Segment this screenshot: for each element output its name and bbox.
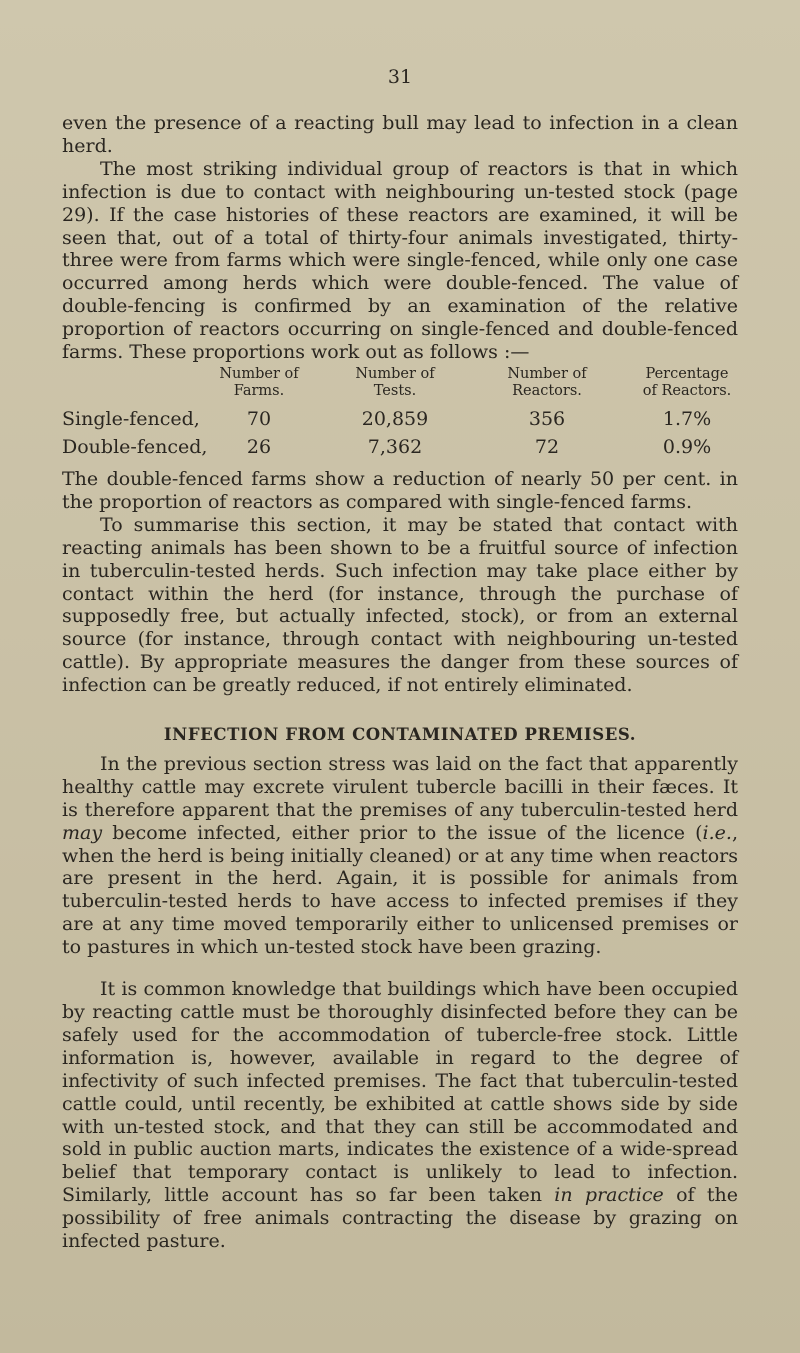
cell-single-farms: 70 (246, 407, 272, 430)
body-text (62, 112, 738, 1253)
paragraph-continuation: even the presence of a reacting bull may lead to infection in a clean herd. (62, 112, 738, 157)
fencing-proportions-table (62, 364, 738, 468)
column-header-percentage: Percentage of Reactors. (642, 365, 732, 399)
column-header-reactors: Number of Reactors. (507, 365, 587, 399)
cell-double-farms: 26 (246, 435, 272, 458)
column-header-tests: Number of Tests. (355, 365, 435, 399)
cell-single-percentage: 1.7% (662, 407, 712, 430)
paragraph-previous-section: In the previous section stress was laid on the fact that apparently healthy cattle may excrete virulent tubercle bacilli in their fæces. It is therefore apparent that the premises of any tuberculin-tested herd may become infected, either prior to the issue of the licence (i.e., when the herd is being initially cleaned) or at any time when reactors are present in the herd. Again, it is possible for animals from tuberculin-tested herds to have access to infected premises if they are at any time moved temporarily either to unlicensed premises or to pastures in which un-tested stock have been grazing. (62, 752, 738, 959)
paragraph-neighbouring-contact: The most striking individual group of reactors is that in which infection is due to contact with neighbouring un-tested stock (page 29). If the case histories of these reactors are examined, it will be seen that, out of a total of thirty-four animals investigated, thirty-three were from farms which were single-fenced, while only one case occurred among herds which were double-fenced. The value of double-fencing is confirmed by an examination of the relative proportion of reactors occurring on single-fenced and double-fenced farms. These proportions work out as follows :— (62, 157, 738, 364)
paragraph-reduction: The double-fenced farms show a reduction of nearly 50 per cent. in the proportion of reactors as compared with single-fenced farms. (62, 467, 738, 513)
row-label-single-fenced: Single-fenced, (62, 407, 200, 430)
page-number: 31 (387, 66, 413, 88)
row-label-double-fenced: Double-fenced, (62, 435, 208, 458)
section-heading: INFECTION FROM CONTAMINATED PREMISES. (163, 725, 637, 745)
column-header-farms: Number of Farms. (219, 365, 299, 399)
paragraph-common-knowledge: It is common knowledge that buildings which have been occupied by reacting cattle must be thoroughly disinfected before they can be safely used for the accommodation of tubercle-free stock. Little information is, however, available in regard to the degree of infectivity of such infected premises. The fact that tuberculin-tested cattle could, until recently, be exhibited at cattle shows side by side with un-tested stock, and that they can still be accommodated and sold in public auction marts, indicates the existence of a wide-spread belief that temporary contact is unlikely to lead to infection. Similarly, little account has so far been taken in practice of the possibility of free animals contracting the disease by grazing on infected pasture. (62, 978, 738, 1253)
paragraph-summary: To summarise this section, it may be stated that contact with reacting animals has been shown to be a fruitful source of infection in tuberculin-tested herds. Such infection may take place either by contact within the herd (for instance, through the purchase of supposedly free, but actually infected, stock), or from an external source (for instance, through contact with neighbouring un-tested cattle). By appropriate measures the danger from these sources of infection can be greatly reduced, if not entirely eliminated. (62, 513, 738, 697)
cell-double-percentage: 0.9% (662, 435, 712, 458)
cell-double-reactors: 72 (534, 435, 560, 458)
cell-single-reactors: 356 (528, 407, 566, 430)
cell-double-tests: 7,362 (367, 435, 423, 458)
cell-single-tests: 20,859 (361, 407, 429, 430)
